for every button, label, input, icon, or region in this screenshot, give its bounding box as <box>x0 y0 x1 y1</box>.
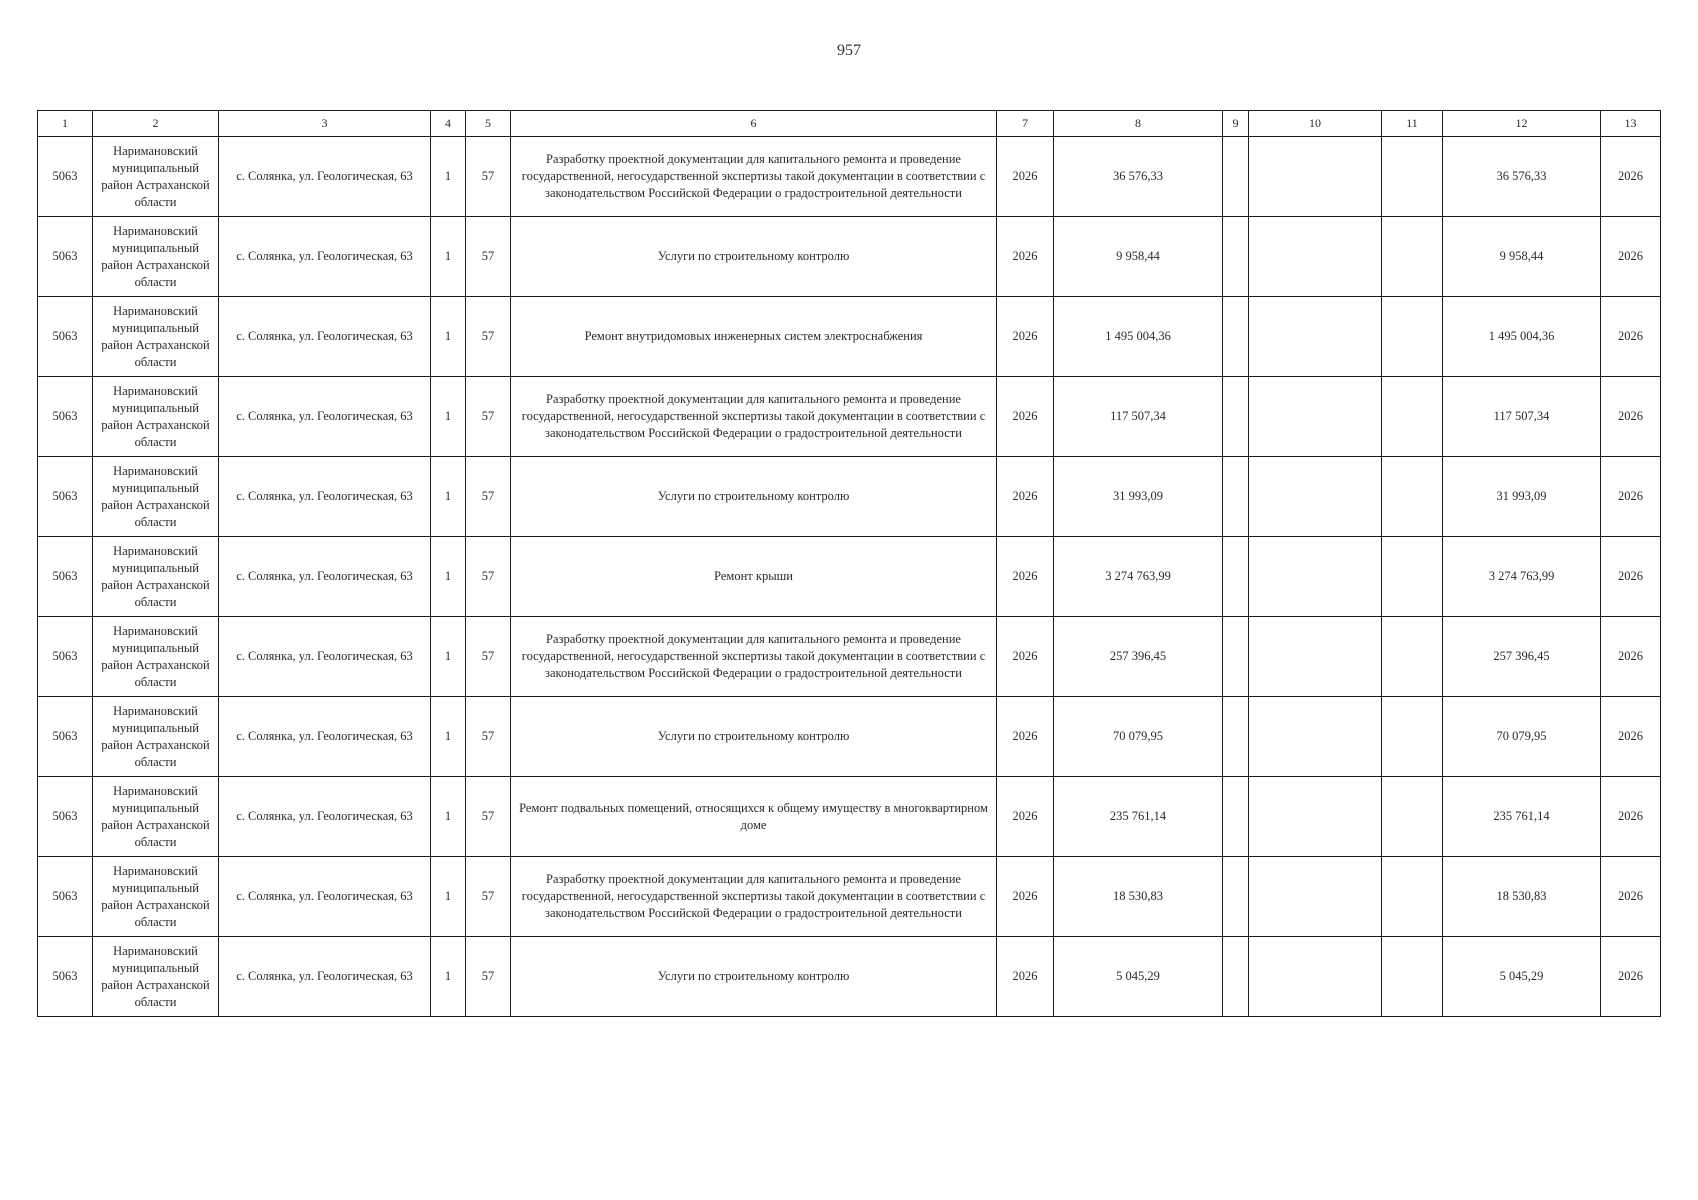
year-cell: 2026 <box>997 457 1054 537</box>
district-cell: Наримановский муниципальный район Астраханской области <box>93 137 219 217</box>
column-header-13: 13 <box>1601 111 1661 137</box>
object-number-cell: 5063 <box>38 377 93 457</box>
district-cell: Наримановский муниципальный район Астраханской области <box>93 617 219 697</box>
year-cell: 2026 <box>997 537 1054 617</box>
table-row <box>38 697 1661 777</box>
col5-cell: 57 <box>466 377 511 457</box>
object-number-cell: 5063 <box>38 857 93 937</box>
page-number: 957 <box>837 42 861 59</box>
object-number-cell: 5063 <box>38 217 93 297</box>
year-cell: 2026 <box>997 857 1054 937</box>
col9-cell <box>1223 457 1249 537</box>
work-type-cell: Разработку проектной документации для капитального ремонта и проведение государственной, негосударственной экспертизы такой документации в соответствии с законодательством Российской Федерации о градостроительной деятельности <box>511 857 997 937</box>
work-type-cell: Разработку проектной документации для капитального ремонта и проведение государственной, негосударственной экспертизы такой документации в соответствии с законодательством Российской Федерации о градостроительной деятельности <box>511 617 997 697</box>
completion-year-cell: 2026 <box>1601 937 1661 1017</box>
col11-cell <box>1382 937 1443 1017</box>
col9-cell <box>1223 617 1249 697</box>
table-header <box>38 111 1661 137</box>
col5-cell: 57 <box>466 217 511 297</box>
total-cost-cell: 117 507,34 <box>1443 377 1601 457</box>
col5-cell: 57 <box>466 617 511 697</box>
col9-cell <box>1223 937 1249 1017</box>
col4-cell: 1 <box>431 377 466 457</box>
table-row <box>38 137 1661 217</box>
col9-cell <box>1223 377 1249 457</box>
col9-cell <box>1223 697 1249 777</box>
year-cell: 2026 <box>997 377 1054 457</box>
object-number-cell: 5063 <box>38 697 93 777</box>
column-header-10: 10 <box>1249 111 1382 137</box>
col10-cell <box>1249 537 1382 617</box>
col4-cell: 1 <box>431 857 466 937</box>
col5-cell: 57 <box>466 777 511 857</box>
total-cost-cell: 9 958,44 <box>1443 217 1601 297</box>
column-header-7: 7 <box>997 111 1054 137</box>
col11-cell <box>1382 137 1443 217</box>
address-cell: с. Солянка, ул. Геологическая, 63 <box>219 697 431 777</box>
completion-year-cell: 2026 <box>1601 777 1661 857</box>
cost-cell: 18 530,83 <box>1054 857 1223 937</box>
table-row <box>38 857 1661 937</box>
work-type-cell: Услуги по строительному контролю <box>511 937 997 1017</box>
table-row <box>38 537 1661 617</box>
col11-cell <box>1382 857 1443 937</box>
district-cell: Наримановский муниципальный район Астраханской области <box>93 297 219 377</box>
col9-cell <box>1223 857 1249 937</box>
object-number-cell: 5063 <box>38 297 93 377</box>
col11-cell <box>1382 377 1443 457</box>
work-type-cell: Услуги по строительному контролю <box>511 457 997 537</box>
col10-cell <box>1249 217 1382 297</box>
total-cost-cell: 70 079,95 <box>1443 697 1601 777</box>
total-cost-cell: 5 045,29 <box>1443 937 1601 1017</box>
completion-year-cell: 2026 <box>1601 537 1661 617</box>
address-cell: с. Солянка, ул. Геологическая, 63 <box>219 137 431 217</box>
col9-cell <box>1223 297 1249 377</box>
col10-cell <box>1249 377 1382 457</box>
col5-cell: 57 <box>466 297 511 377</box>
object-number-cell: 5063 <box>38 137 93 217</box>
header-row <box>38 111 1661 137</box>
column-header-11: 11 <box>1382 111 1443 137</box>
col11-cell <box>1382 697 1443 777</box>
district-cell: Наримановский муниципальный район Астраханской области <box>93 697 219 777</box>
work-type-cell: Разработку проектной документации для капитального ремонта и проведение государственной, негосударственной экспертизы такой документации в соответствии с законодательством Российской Федерации о градостроительной деятельности <box>511 137 997 217</box>
column-header-4: 4 <box>431 111 466 137</box>
completion-year-cell: 2026 <box>1601 697 1661 777</box>
completion-year-cell: 2026 <box>1601 857 1661 937</box>
table-row <box>38 937 1661 1017</box>
col4-cell: 1 <box>431 777 466 857</box>
year-cell: 2026 <box>997 217 1054 297</box>
total-cost-cell: 235 761,14 <box>1443 777 1601 857</box>
year-cell: 2026 <box>997 937 1054 1017</box>
col4-cell: 1 <box>431 937 466 1017</box>
total-cost-cell: 18 530,83 <box>1443 857 1601 937</box>
district-cell: Наримановский муниципальный район Астраханской области <box>93 777 219 857</box>
completion-year-cell: 2026 <box>1601 297 1661 377</box>
district-cell: Наримановский муниципальный район Астраханской области <box>93 377 219 457</box>
col9-cell <box>1223 137 1249 217</box>
total-cost-cell: 1 495 004,36 <box>1443 297 1601 377</box>
col10-cell <box>1249 457 1382 537</box>
table-row <box>38 617 1661 697</box>
column-header-3: 3 <box>219 111 431 137</box>
col5-cell: 57 <box>466 937 511 1017</box>
completion-year-cell: 2026 <box>1601 377 1661 457</box>
col5-cell: 57 <box>466 537 511 617</box>
col11-cell <box>1382 457 1443 537</box>
col11-cell <box>1382 777 1443 857</box>
district-cell: Наримановский муниципальный район Астраханской области <box>93 217 219 297</box>
address-cell: с. Солянка, ул. Геологическая, 63 <box>219 777 431 857</box>
year-cell: 2026 <box>997 137 1054 217</box>
work-type-cell: Ремонт подвальных помещений, относящихся к общему имуществу в многоквартирном доме <box>511 777 997 857</box>
col10-cell <box>1249 297 1382 377</box>
column-header-8: 8 <box>1054 111 1223 137</box>
address-cell: с. Солянка, ул. Геологическая, 63 <box>219 457 431 537</box>
col11-cell <box>1382 537 1443 617</box>
cost-cell: 235 761,14 <box>1054 777 1223 857</box>
district-cell: Наримановский муниципальный район Астраханской области <box>93 937 219 1017</box>
col4-cell: 1 <box>431 537 466 617</box>
col10-cell <box>1249 697 1382 777</box>
column-header-12: 12 <box>1443 111 1601 137</box>
col11-cell <box>1382 217 1443 297</box>
cost-cell: 70 079,95 <box>1054 697 1223 777</box>
total-cost-cell: 257 396,45 <box>1443 617 1601 697</box>
col10-cell <box>1249 857 1382 937</box>
address-cell: с. Солянка, ул. Геологическая, 63 <box>219 857 431 937</box>
column-header-9: 9 <box>1223 111 1249 137</box>
col10-cell <box>1249 937 1382 1017</box>
column-header-1: 1 <box>38 111 93 137</box>
address-cell: с. Солянка, ул. Геологическая, 63 <box>219 617 431 697</box>
table-body <box>38 137 1661 1017</box>
year-cell: 2026 <box>997 697 1054 777</box>
col9-cell <box>1223 217 1249 297</box>
cost-cell: 3 274 763,99 <box>1054 537 1223 617</box>
total-cost-cell: 31 993,09 <box>1443 457 1601 537</box>
cost-cell: 36 576,33 <box>1054 137 1223 217</box>
address-cell: с. Солянка, ул. Геологическая, 63 <box>219 297 431 377</box>
table-row <box>38 777 1661 857</box>
table-row <box>38 217 1661 297</box>
column-header-2: 2 <box>93 111 219 137</box>
table-row <box>38 297 1661 377</box>
table-row <box>38 457 1661 537</box>
col4-cell: 1 <box>431 297 466 377</box>
col9-cell <box>1223 777 1249 857</box>
col5-cell: 57 <box>466 857 511 937</box>
col10-cell <box>1249 617 1382 697</box>
work-type-cell: Услуги по строительному контролю <box>511 217 997 297</box>
column-header-6: 6 <box>511 111 997 137</box>
col9-cell <box>1223 537 1249 617</box>
object-number-cell: 5063 <box>38 937 93 1017</box>
col5-cell: 57 <box>466 697 511 777</box>
total-cost-cell: 3 274 763,99 <box>1443 537 1601 617</box>
district-cell: Наримановский муниципальный район Астраханской области <box>93 537 219 617</box>
col10-cell <box>1249 137 1382 217</box>
col4-cell: 1 <box>431 457 466 537</box>
address-cell: с. Солянка, ул. Геологическая, 63 <box>219 217 431 297</box>
completion-year-cell: 2026 <box>1601 217 1661 297</box>
col10-cell <box>1249 777 1382 857</box>
object-number-cell: 5063 <box>38 777 93 857</box>
column-header-5: 5 <box>466 111 511 137</box>
col5-cell: 57 <box>466 137 511 217</box>
col5-cell: 57 <box>466 457 511 537</box>
address-cell: с. Солянка, ул. Геологическая, 63 <box>219 537 431 617</box>
cost-cell: 31 993,09 <box>1054 457 1223 537</box>
work-type-cell: Ремонт крыши <box>511 537 997 617</box>
address-cell: с. Солянка, ул. Геологическая, 63 <box>219 937 431 1017</box>
object-number-cell: 5063 <box>38 537 93 617</box>
year-cell: 2026 <box>997 777 1054 857</box>
object-number-cell: 5063 <box>38 457 93 537</box>
col4-cell: 1 <box>431 217 466 297</box>
year-cell: 2026 <box>997 297 1054 377</box>
repair-register-table <box>37 110 1661 1017</box>
cost-cell: 257 396,45 <box>1054 617 1223 697</box>
district-cell: Наримановский муниципальный район Астраханской области <box>93 857 219 937</box>
completion-year-cell: 2026 <box>1601 137 1661 217</box>
table-row <box>38 377 1661 457</box>
completion-year-cell: 2026 <box>1601 457 1661 537</box>
completion-year-cell: 2026 <box>1601 617 1661 697</box>
district-cell: Наримановский муниципальный район Астраханской области <box>93 457 219 537</box>
object-number-cell: 5063 <box>38 617 93 697</box>
work-type-cell: Услуги по строительному контролю <box>511 697 997 777</box>
col4-cell: 1 <box>431 617 466 697</box>
col11-cell <box>1382 297 1443 377</box>
work-type-cell: Разработку проектной документации для капитального ремонта и проведение государственной, негосударственной экспертизы такой документации в соответствии с законодательством Российской Федерации о градостроительной деятельности <box>511 377 997 457</box>
cost-cell: 117 507,34 <box>1054 377 1223 457</box>
work-type-cell: Ремонт внутридомовых инженерных систем электроснабжения <box>511 297 997 377</box>
col4-cell: 1 <box>431 137 466 217</box>
cost-cell: 9 958,44 <box>1054 217 1223 297</box>
year-cell: 2026 <box>997 617 1054 697</box>
col11-cell <box>1382 617 1443 697</box>
cost-cell: 5 045,29 <box>1054 937 1223 1017</box>
col4-cell: 1 <box>431 697 466 777</box>
cost-cell: 1 495 004,36 <box>1054 297 1223 377</box>
total-cost-cell: 36 576,33 <box>1443 137 1601 217</box>
address-cell: с. Солянка, ул. Геологическая, 63 <box>219 377 431 457</box>
